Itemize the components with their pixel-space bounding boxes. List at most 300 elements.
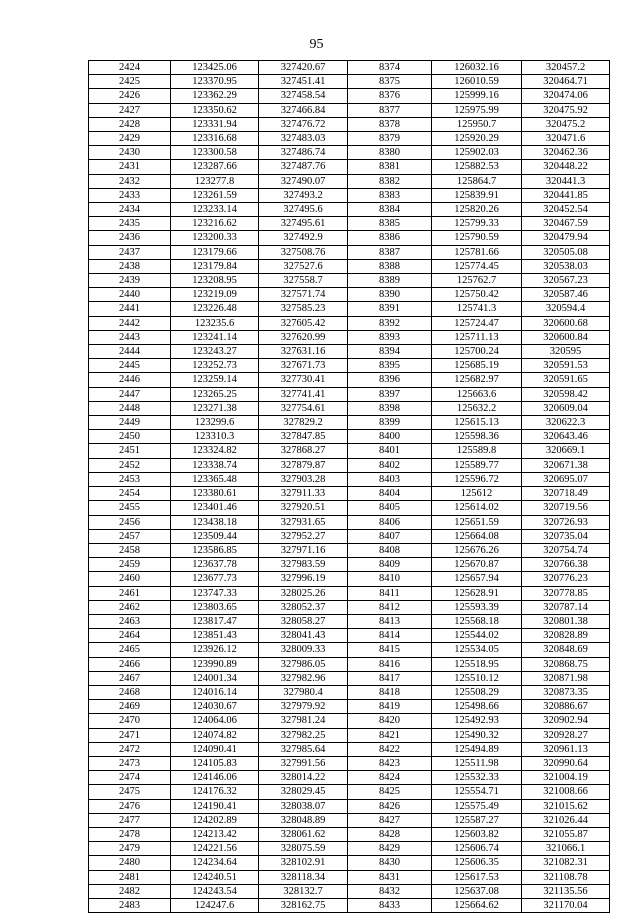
y-coordinate-b-cell: 320538.03	[522, 259, 610, 273]
x-coordinate-a-cell: 123380.61	[171, 487, 259, 501]
table-row	[89, 515, 610, 529]
point-number-b-cell: 8388	[348, 259, 432, 273]
point-number-a-cell: 2442	[89, 316, 171, 330]
x-coordinate-b-cell: 125651.59	[432, 515, 522, 529]
point-number-b-cell: 8406	[348, 515, 432, 529]
table-row	[89, 785, 610, 799]
y-coordinate-b-cell: 321135.56	[522, 884, 610, 898]
y-coordinate-b-cell: 321108.78	[522, 870, 610, 884]
point-number-b-cell: 8404	[348, 487, 432, 501]
point-number-a-cell: 2440	[89, 288, 171, 302]
y-coordinate-a-cell: 327492.9	[259, 231, 348, 245]
point-number-a-cell: 2455	[89, 501, 171, 515]
point-number-a-cell: 2436	[89, 231, 171, 245]
y-coordinate-b-cell: 320848.69	[522, 643, 610, 657]
point-number-a-cell: 2429	[89, 132, 171, 146]
table-row	[89, 89, 610, 103]
point-number-a-cell: 2478	[89, 827, 171, 841]
point-number-b-cell: 8402	[348, 458, 432, 472]
y-coordinate-b-cell: 320475.2	[522, 117, 610, 131]
point-number-b-cell: 8427	[348, 813, 432, 827]
point-number-b-cell: 8413	[348, 614, 432, 628]
y-coordinate-a-cell: 327868.27	[259, 444, 348, 458]
x-coordinate-a-cell: 124176.32	[171, 785, 259, 799]
x-coordinate-b-cell: 125554.71	[432, 785, 522, 799]
x-coordinate-a-cell: 123747.33	[171, 586, 259, 600]
table-row	[89, 842, 610, 856]
y-coordinate-b-cell: 320609.04	[522, 401, 610, 415]
x-coordinate-a-cell: 124221.56	[171, 842, 259, 856]
table-row	[89, 827, 610, 841]
point-number-b-cell: 8378	[348, 117, 432, 131]
y-coordinate-b-cell: 320441.85	[522, 188, 610, 202]
x-coordinate-a-cell: 123509.44	[171, 529, 259, 543]
point-number-b-cell: 8423	[348, 756, 432, 770]
table-row	[89, 728, 610, 742]
point-number-a-cell: 2466	[89, 657, 171, 671]
y-coordinate-a-cell: 328025.26	[259, 586, 348, 600]
table-row	[89, 742, 610, 756]
table-row	[89, 472, 610, 486]
y-coordinate-b-cell: 320622.3	[522, 416, 610, 430]
point-number-a-cell: 2451	[89, 444, 171, 458]
y-coordinate-b-cell: 320591.53	[522, 359, 610, 373]
point-number-b-cell: 8417	[348, 671, 432, 685]
table-row	[89, 387, 610, 401]
point-number-b-cell: 8401	[348, 444, 432, 458]
y-coordinate-a-cell: 327486.74	[259, 146, 348, 160]
point-number-b-cell: 8419	[348, 700, 432, 714]
table-row	[89, 529, 610, 543]
table-row	[89, 132, 610, 146]
y-coordinate-b-cell: 321008.66	[522, 785, 610, 799]
x-coordinate-a-cell: 124001.34	[171, 671, 259, 685]
point-number-b-cell: 8407	[348, 529, 432, 543]
table-row	[89, 444, 610, 458]
y-coordinate-a-cell: 327979.92	[259, 700, 348, 714]
y-coordinate-b-cell: 320776.23	[522, 572, 610, 586]
point-number-a-cell: 2462	[89, 600, 171, 614]
y-coordinate-a-cell: 328061.62	[259, 827, 348, 841]
point-number-b-cell: 8428	[348, 827, 432, 841]
point-number-b-cell: 8426	[348, 799, 432, 813]
y-coordinate-b-cell: 321066.1	[522, 842, 610, 856]
y-coordinate-a-cell: 327911.33	[259, 487, 348, 501]
y-coordinate-b-cell: 320587.46	[522, 288, 610, 302]
x-coordinate-a-cell: 123261.59	[171, 188, 259, 202]
y-coordinate-a-cell: 327730.41	[259, 373, 348, 387]
x-coordinate-b-cell: 125781.66	[432, 245, 522, 259]
y-coordinate-a-cell: 327981.24	[259, 714, 348, 728]
y-coordinate-b-cell: 320467.59	[522, 217, 610, 231]
point-number-a-cell: 2437	[89, 245, 171, 259]
y-coordinate-b-cell: 321026.44	[522, 813, 610, 827]
point-number-a-cell: 2479	[89, 842, 171, 856]
point-number-a-cell: 2471	[89, 728, 171, 742]
table-row	[89, 330, 610, 344]
point-number-a-cell: 2469	[89, 700, 171, 714]
point-number-b-cell: 8416	[348, 657, 432, 671]
table-row	[89, 401, 610, 415]
point-number-b-cell: 8429	[348, 842, 432, 856]
page-number: 95	[309, 37, 324, 52]
point-number-b-cell: 8420	[348, 714, 432, 728]
x-coordinate-b-cell: 125637.08	[432, 884, 522, 898]
x-coordinate-a-cell: 123179.84	[171, 259, 259, 273]
x-coordinate-a-cell: 123324.82	[171, 444, 259, 458]
x-coordinate-b-cell: 125614.02	[432, 501, 522, 515]
y-coordinate-a-cell: 328052.37	[259, 600, 348, 614]
y-coordinate-b-cell: 320598.42	[522, 387, 610, 401]
point-number-a-cell: 2450	[89, 430, 171, 444]
point-number-a-cell: 2464	[89, 629, 171, 643]
table-row	[89, 203, 610, 217]
point-number-b-cell: 8409	[348, 558, 432, 572]
x-coordinate-b-cell: 125664.08	[432, 529, 522, 543]
y-coordinate-b-cell: 320567.23	[522, 274, 610, 288]
x-coordinate-b-cell: 125774.45	[432, 259, 522, 273]
x-coordinate-b-cell: 125606.35	[432, 856, 522, 870]
x-coordinate-a-cell: 124030.67	[171, 700, 259, 714]
x-coordinate-a-cell: 124105.83	[171, 756, 259, 770]
table-row	[89, 799, 610, 813]
point-number-b-cell: 8394	[348, 345, 432, 359]
x-coordinate-b-cell: 125685.19	[432, 359, 522, 373]
y-coordinate-a-cell: 327741.41	[259, 387, 348, 401]
point-number-b-cell: 8395	[348, 359, 432, 373]
x-coordinate-b-cell: 125682.97	[432, 373, 522, 387]
table-row	[89, 316, 610, 330]
x-coordinate-b-cell: 125492.93	[432, 714, 522, 728]
point-number-a-cell: 2425	[89, 75, 171, 89]
table-row	[89, 160, 610, 174]
point-number-b-cell: 8431	[348, 870, 432, 884]
table-row	[89, 756, 610, 770]
x-coordinate-a-cell: 124243.54	[171, 884, 259, 898]
table-row	[89, 416, 610, 430]
y-coordinate-a-cell: 327847.85	[259, 430, 348, 444]
table-row	[89, 430, 610, 444]
point-number-b-cell: 8396	[348, 373, 432, 387]
table-row	[89, 543, 610, 557]
x-coordinate-b-cell: 125975.99	[432, 103, 522, 117]
point-number-a-cell: 2435	[89, 217, 171, 231]
y-coordinate-a-cell: 328075.59	[259, 842, 348, 856]
table-row	[89, 458, 610, 472]
y-coordinate-b-cell: 320886.67	[522, 700, 610, 714]
point-number-b-cell: 8377	[348, 103, 432, 117]
x-coordinate-b-cell: 125902.03	[432, 146, 522, 160]
x-coordinate-a-cell: 123338.74	[171, 458, 259, 472]
y-coordinate-b-cell: 320990.64	[522, 756, 610, 770]
y-coordinate-a-cell: 327490.07	[259, 174, 348, 188]
point-number-b-cell: 8374	[348, 61, 432, 75]
point-number-a-cell: 2443	[89, 330, 171, 344]
x-coordinate-a-cell: 123310.3	[171, 430, 259, 444]
y-coordinate-a-cell: 327829.2	[259, 416, 348, 430]
point-number-b-cell: 8379	[348, 132, 432, 146]
point-number-b-cell: 8411	[348, 586, 432, 600]
x-coordinate-b-cell: 125589.77	[432, 458, 522, 472]
point-number-a-cell: 2452	[89, 458, 171, 472]
x-coordinate-b-cell: 125711.13	[432, 330, 522, 344]
x-coordinate-a-cell: 123287.66	[171, 160, 259, 174]
y-coordinate-a-cell: 328009.33	[259, 643, 348, 657]
point-number-a-cell: 2428	[89, 117, 171, 131]
y-coordinate-b-cell: 320961.13	[522, 742, 610, 756]
y-coordinate-a-cell: 327605.42	[259, 316, 348, 330]
y-coordinate-b-cell: 320801.38	[522, 614, 610, 628]
x-coordinate-b-cell: 125632.2	[432, 401, 522, 415]
x-coordinate-a-cell: 124240.51	[171, 870, 259, 884]
x-coordinate-b-cell: 125532.33	[432, 771, 522, 785]
x-coordinate-a-cell: 123252.73	[171, 359, 259, 373]
y-coordinate-b-cell: 320766.38	[522, 558, 610, 572]
x-coordinate-b-cell: 125508.29	[432, 685, 522, 699]
table-row	[89, 898, 610, 912]
point-number-a-cell: 2468	[89, 685, 171, 699]
point-number-b-cell: 8380	[348, 146, 432, 160]
x-coordinate-a-cell: 124064.06	[171, 714, 259, 728]
x-coordinate-a-cell: 124074.82	[171, 728, 259, 742]
x-coordinate-b-cell: 125617.53	[432, 870, 522, 884]
x-coordinate-a-cell: 123300.58	[171, 146, 259, 160]
y-coordinate-a-cell: 328048.89	[259, 813, 348, 827]
y-coordinate-a-cell: 327458.54	[259, 89, 348, 103]
x-coordinate-b-cell: 125606.74	[432, 842, 522, 856]
point-number-b-cell: 8418	[348, 685, 432, 699]
point-number-b-cell: 8422	[348, 742, 432, 756]
y-coordinate-b-cell: 320787.14	[522, 600, 610, 614]
x-coordinate-b-cell: 125664.62	[432, 898, 522, 912]
point-number-a-cell: 2427	[89, 103, 171, 117]
table-row	[89, 714, 610, 728]
x-coordinate-b-cell: 125999.16	[432, 89, 522, 103]
table-row	[89, 359, 610, 373]
y-coordinate-a-cell: 327879.87	[259, 458, 348, 472]
point-number-b-cell: 8421	[348, 728, 432, 742]
point-number-b-cell: 8408	[348, 543, 432, 557]
y-coordinate-a-cell: 327754.61	[259, 401, 348, 415]
point-number-a-cell: 2445	[89, 359, 171, 373]
x-coordinate-a-cell: 123677.73	[171, 572, 259, 586]
table-row	[89, 174, 610, 188]
y-coordinate-a-cell: 327571.74	[259, 288, 348, 302]
x-coordinate-b-cell: 125676.26	[432, 543, 522, 557]
table-row	[89, 217, 610, 231]
x-coordinate-a-cell: 123586.85	[171, 543, 259, 557]
point-number-b-cell: 8383	[348, 188, 432, 202]
y-coordinate-a-cell: 327991.56	[259, 756, 348, 770]
y-coordinate-b-cell: 320928.27	[522, 728, 610, 742]
y-coordinate-b-cell: 320457.2	[522, 61, 610, 75]
y-coordinate-b-cell: 320871.98	[522, 671, 610, 685]
point-number-a-cell: 2431	[89, 160, 171, 174]
point-number-b-cell: 8433	[348, 898, 432, 912]
y-coordinate-b-cell: 320718.49	[522, 487, 610, 501]
x-coordinate-a-cell: 124016.14	[171, 685, 259, 699]
table-row	[89, 700, 610, 714]
table-row	[89, 274, 610, 288]
point-number-a-cell: 2474	[89, 771, 171, 785]
point-number-b-cell: 8405	[348, 501, 432, 515]
table-row	[89, 103, 610, 117]
point-number-a-cell: 2449	[89, 416, 171, 430]
point-number-a-cell: 2453	[89, 472, 171, 486]
point-number-a-cell: 2447	[89, 387, 171, 401]
y-coordinate-a-cell: 327495.61	[259, 217, 348, 231]
point-number-b-cell: 8432	[348, 884, 432, 898]
x-coordinate-a-cell: 123637.78	[171, 558, 259, 572]
y-coordinate-b-cell: 320643.46	[522, 430, 610, 444]
table-row	[89, 884, 610, 898]
point-number-b-cell: 8398	[348, 401, 432, 415]
x-coordinate-a-cell: 123851.43	[171, 629, 259, 643]
x-coordinate-b-cell: 125494.89	[432, 742, 522, 756]
y-coordinate-a-cell: 327903.28	[259, 472, 348, 486]
y-coordinate-a-cell: 328029.45	[259, 785, 348, 799]
y-coordinate-a-cell: 328038.07	[259, 799, 348, 813]
point-number-b-cell: 8385	[348, 217, 432, 231]
table-row	[89, 259, 610, 273]
point-number-a-cell: 2473	[89, 756, 171, 770]
x-coordinate-b-cell: 125593.39	[432, 600, 522, 614]
x-coordinate-a-cell: 123817.47	[171, 614, 259, 628]
table-row	[89, 61, 610, 75]
y-coordinate-a-cell: 327983.59	[259, 558, 348, 572]
x-coordinate-b-cell: 125544.02	[432, 629, 522, 643]
x-coordinate-a-cell: 123362.29	[171, 89, 259, 103]
point-number-b-cell: 8410	[348, 572, 432, 586]
y-coordinate-a-cell: 327620.99	[259, 330, 348, 344]
x-coordinate-a-cell: 123370.95	[171, 75, 259, 89]
table-row	[89, 629, 610, 643]
x-coordinate-b-cell: 125762.7	[432, 274, 522, 288]
table-row	[89, 231, 610, 245]
point-number-b-cell: 8384	[348, 203, 432, 217]
y-coordinate-b-cell: 320719.56	[522, 501, 610, 515]
y-coordinate-b-cell: 320591.65	[522, 373, 610, 387]
y-coordinate-a-cell: 327971.16	[259, 543, 348, 557]
x-coordinate-a-cell: 123316.68	[171, 132, 259, 146]
x-coordinate-b-cell: 125596.72	[432, 472, 522, 486]
point-number-b-cell: 8390	[348, 288, 432, 302]
x-coordinate-b-cell: 125615.13	[432, 416, 522, 430]
y-coordinate-b-cell: 320735.04	[522, 529, 610, 543]
point-number-a-cell: 2438	[89, 259, 171, 273]
table-row	[89, 245, 610, 259]
y-coordinate-b-cell: 320595	[522, 345, 610, 359]
x-coordinate-b-cell: 125490.32	[432, 728, 522, 742]
y-coordinate-a-cell: 327631.16	[259, 345, 348, 359]
x-coordinate-b-cell: 125612	[432, 487, 522, 501]
point-number-b-cell: 8403	[348, 472, 432, 486]
y-coordinate-a-cell: 327476.72	[259, 117, 348, 131]
x-coordinate-b-cell: 125920.29	[432, 132, 522, 146]
y-coordinate-a-cell: 327980.4	[259, 685, 348, 699]
y-coordinate-a-cell: 327931.65	[259, 515, 348, 529]
y-coordinate-a-cell: 327495.6	[259, 203, 348, 217]
x-coordinate-a-cell: 124190.41	[171, 799, 259, 813]
x-coordinate-b-cell: 125587.27	[432, 813, 522, 827]
x-coordinate-a-cell: 123219.09	[171, 288, 259, 302]
table-row	[89, 771, 610, 785]
x-coordinate-b-cell: 125670.87	[432, 558, 522, 572]
y-coordinate-a-cell: 327952.27	[259, 529, 348, 543]
point-number-a-cell: 2472	[89, 742, 171, 756]
point-number-b-cell: 8387	[348, 245, 432, 259]
x-coordinate-b-cell: 125598.36	[432, 430, 522, 444]
point-number-a-cell: 2439	[89, 274, 171, 288]
point-number-b-cell: 8382	[348, 174, 432, 188]
x-coordinate-a-cell: 123803.65	[171, 600, 259, 614]
y-coordinate-b-cell: 320505.08	[522, 245, 610, 259]
y-coordinate-a-cell: 327985.64	[259, 742, 348, 756]
y-coordinate-a-cell: 328014.22	[259, 771, 348, 785]
y-coordinate-b-cell: 320902.94	[522, 714, 610, 728]
y-coordinate-a-cell: 328132.7	[259, 884, 348, 898]
table-row	[89, 146, 610, 160]
y-coordinate-b-cell: 320479.94	[522, 231, 610, 245]
x-coordinate-b-cell: 125799.33	[432, 217, 522, 231]
x-coordinate-b-cell: 125534.05	[432, 643, 522, 657]
x-coordinate-a-cell: 123208.95	[171, 274, 259, 288]
y-coordinate-a-cell: 327996.19	[259, 572, 348, 586]
y-coordinate-b-cell: 321055.87	[522, 827, 610, 841]
x-coordinate-a-cell: 123299.6	[171, 416, 259, 430]
x-coordinate-a-cell: 124090.41	[171, 742, 259, 756]
y-coordinate-a-cell: 327986.05	[259, 657, 348, 671]
table-row	[89, 501, 610, 515]
x-coordinate-b-cell: 125589.8	[432, 444, 522, 458]
table-row	[89, 288, 610, 302]
point-number-a-cell: 2461	[89, 586, 171, 600]
point-number-a-cell: 2430	[89, 146, 171, 160]
x-coordinate-b-cell: 125518.95	[432, 657, 522, 671]
y-coordinate-b-cell: 320868.75	[522, 657, 610, 671]
point-number-b-cell: 8386	[348, 231, 432, 245]
table-row	[89, 600, 610, 614]
point-number-b-cell: 8414	[348, 629, 432, 643]
point-number-b-cell: 8389	[348, 274, 432, 288]
y-coordinate-b-cell: 320464.71	[522, 75, 610, 89]
point-number-b-cell: 8400	[348, 430, 432, 444]
table-row	[89, 572, 610, 586]
point-number-a-cell: 2432	[89, 174, 171, 188]
point-number-a-cell: 2470	[89, 714, 171, 728]
x-coordinate-b-cell: 125628.91	[432, 586, 522, 600]
y-coordinate-a-cell: 328058.27	[259, 614, 348, 628]
y-coordinate-b-cell: 320600.84	[522, 330, 610, 344]
x-coordinate-b-cell: 125839.91	[432, 188, 522, 202]
y-coordinate-b-cell: 320474.06	[522, 89, 610, 103]
x-coordinate-a-cell: 123179.66	[171, 245, 259, 259]
x-coordinate-b-cell: 125741.3	[432, 302, 522, 316]
y-coordinate-a-cell: 327508.76	[259, 245, 348, 259]
x-coordinate-a-cell: 123438.18	[171, 515, 259, 529]
x-coordinate-b-cell: 125575.49	[432, 799, 522, 813]
y-coordinate-b-cell: 320669.1	[522, 444, 610, 458]
x-coordinate-b-cell: 125820.26	[432, 203, 522, 217]
x-coordinate-b-cell: 125700.24	[432, 345, 522, 359]
table-row	[89, 614, 610, 628]
y-coordinate-b-cell: 321170.04	[522, 898, 610, 912]
point-number-a-cell: 2457	[89, 529, 171, 543]
y-coordinate-a-cell: 327466.84	[259, 103, 348, 117]
y-coordinate-b-cell: 320594.4	[522, 302, 610, 316]
table-row	[89, 558, 610, 572]
x-coordinate-a-cell: 123331.94	[171, 117, 259, 131]
